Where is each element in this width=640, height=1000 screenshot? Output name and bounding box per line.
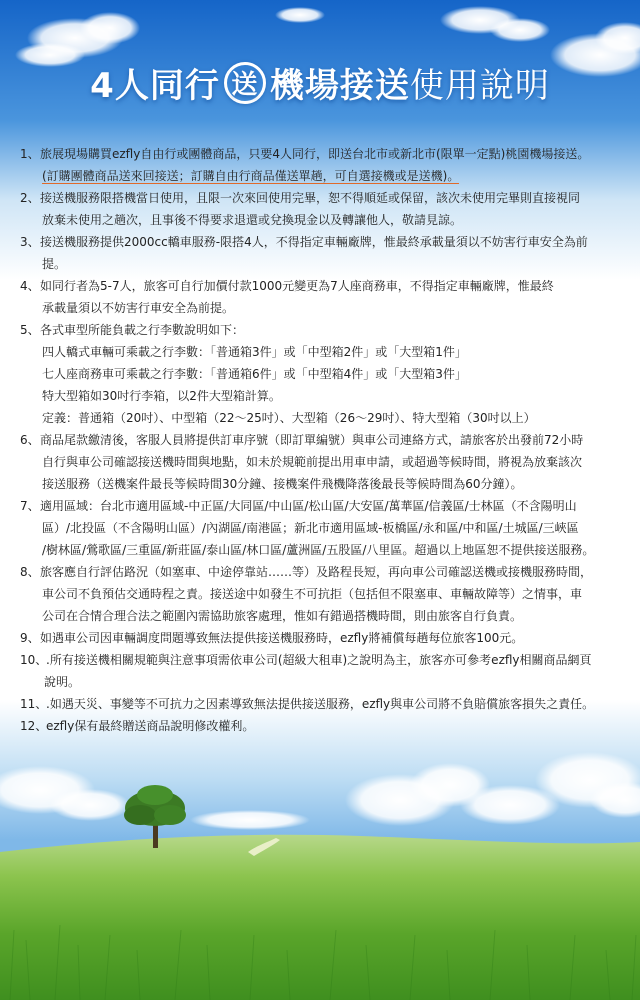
item-number: 8、 bbox=[20, 565, 40, 579]
list-item-12 bbox=[20, 715, 612, 737]
item-line: 旅客應自行評估路況（如塞車、中途停靠站……等）及路程長短，再向車公司確認送機或接機服務時間， bbox=[40, 565, 593, 579]
item-line: 如同行者為5-7人，旅客可自行加價付款1000元變更為7人座商務車，不得指定車輛廠牌，惟最終 bbox=[40, 279, 554, 293]
item-number: 5、 bbox=[20, 323, 40, 337]
list-item-11 bbox=[20, 693, 612, 715]
title-part3: 使用說明 bbox=[409, 66, 550, 106]
list-item-4 bbox=[20, 275, 612, 319]
item-line: 承載量須以不妨害行車安全為前提。 bbox=[42, 301, 235, 315]
item-line: 提。 bbox=[42, 257, 67, 271]
list-item-10 bbox=[20, 649, 612, 693]
item-number: 11、 bbox=[20, 697, 48, 711]
item-line: 自行與車公司確認接送機時間與地點，如未於規範前提出用車申請，或超過等候時間，將視為放棄該次 bbox=[42, 455, 583, 469]
item-line: 接送機服務限搭機當日使用，且限一次來回使用完畢，恕不得順延或保留，該次未使用完畢則直接視同 bbox=[40, 191, 581, 205]
item-line: .所有接送機相關規範與注意事項需依車公司(超級大租車)之說明為主，旅客亦可參考ezfly相關商品網頁 bbox=[46, 653, 592, 667]
list-item-1 bbox=[20, 143, 612, 187]
item-line: 各式車型所能負載之行李數說明如下： bbox=[40, 323, 245, 337]
item-number: 6、 bbox=[20, 433, 40, 447]
list-item-2 bbox=[20, 187, 612, 231]
list-item-8 bbox=[20, 561, 612, 627]
item-line: 旅展現場購買ezfly自由行或團體商品，只要4人同行，即送台北市或新北市(限單一定點)桃園機場接送。 bbox=[40, 147, 590, 161]
item-line: 定義：普通箱（20吋）、中型箱（22～25吋）、大型箱（26～29吋）、特大型箱（30吋以上） bbox=[42, 411, 536, 425]
item-line: 特大型箱如30吋行李箱，以2件大型箱計算。 bbox=[42, 389, 281, 403]
item-line: 車公司不負預估交通時程之責。接送途中如發生不可抗拒（包括但不限塞車、車輛故障等）之情事，車 bbox=[42, 587, 583, 601]
item-number: 7、 bbox=[20, 499, 40, 513]
item-line: 接送機服務提供2000cc轎車服務-限搭4人，不得指定車輛廠牌，惟最終承載量須以不妨害行車安全為前 bbox=[40, 235, 588, 249]
item-line: 商品尾款繳清後，客服人員將提供訂車序號（即訂單編號）與車公司連絡方式，請旅客於出發前72小時 bbox=[40, 433, 584, 447]
list-item-9 bbox=[20, 627, 612, 649]
item-line: 接送服務（送機案件最長等候時間30分鐘、接機案件飛機降落後最長等候時間為60分鐘）。 bbox=[42, 477, 523, 491]
item-number: 9、 bbox=[20, 631, 40, 645]
item-line: ezfly保有最終贈送商品說明修改權利。 bbox=[46, 719, 255, 733]
item-line: /樹林區/鶯歌區/三重區/新莊區/泰山區/林口區/蘆洲區/五股區/八里區。超過以上地區恕不提供接送服務。 bbox=[42, 543, 595, 557]
title-part2: 機場接送 bbox=[269, 66, 410, 106]
item-number: 4、 bbox=[20, 279, 40, 293]
list-item-3 bbox=[20, 231, 612, 275]
item-number: 1、 bbox=[20, 147, 40, 161]
item-line: 七人座商務車可乘載之行李數：「普通箱6件」或「中型箱4件」或「大型箱3件」 bbox=[42, 367, 467, 381]
page-title bbox=[0, 58, 640, 107]
list-item-5 bbox=[20, 319, 612, 429]
item-number: 2、 bbox=[20, 191, 40, 205]
item-line: .如遇天災、事變等不可抗力之因素導致無法提供接送服務，ezfly與車公司將不負賠償旅客損失之責任。 bbox=[46, 697, 595, 711]
item-number: 12、 bbox=[20, 719, 48, 733]
item-line: 區）/北投區（不含陽明山區）/內湖區/南港區；新北市適用區域-板橋區/永和區/中和區/土城區/三峽區 bbox=[42, 521, 579, 535]
list-item-7 bbox=[20, 495, 612, 561]
item-line-underlined: (訂購團體商品送來回接送；訂購自由行商品僅送單趟，可自選接機或是送機)。 bbox=[42, 169, 460, 183]
instructions-list bbox=[0, 143, 640, 737]
list-item-6 bbox=[20, 429, 612, 495]
item-number: 10、 bbox=[20, 653, 48, 667]
item-line: 四人轎式車輛可乘載之行李數：「普通箱3件」或「中型箱2件」或「大型箱1件」 bbox=[42, 345, 467, 359]
item-line: 放棄未使用之趟次，且事後不得要求退還或兌換現金以及轉讓他人，敬請見諒。 bbox=[42, 213, 463, 227]
item-line: 說明。 bbox=[44, 675, 81, 689]
item-line: 適用區域：台北市適用區域-中正區/大同區/中山區/松山區/大安區/萬華區/信義區/士林區（不含陽明山 bbox=[40, 499, 577, 513]
send-badge-icon: 送 bbox=[224, 62, 266, 104]
item-line: 公司在合情合理合法之範圍內需協助旅客處理，惟如有錯過搭機時間，則由旅客自行負責。 bbox=[42, 609, 523, 623]
title-part1: 4人同行 bbox=[90, 66, 220, 106]
item-number: 3、 bbox=[20, 235, 40, 249]
item-line: 如遇車公司因車輛調度問題導致無法提供接送機服務時，ezfly將補償每趟每位旅客100元。 bbox=[40, 631, 524, 645]
